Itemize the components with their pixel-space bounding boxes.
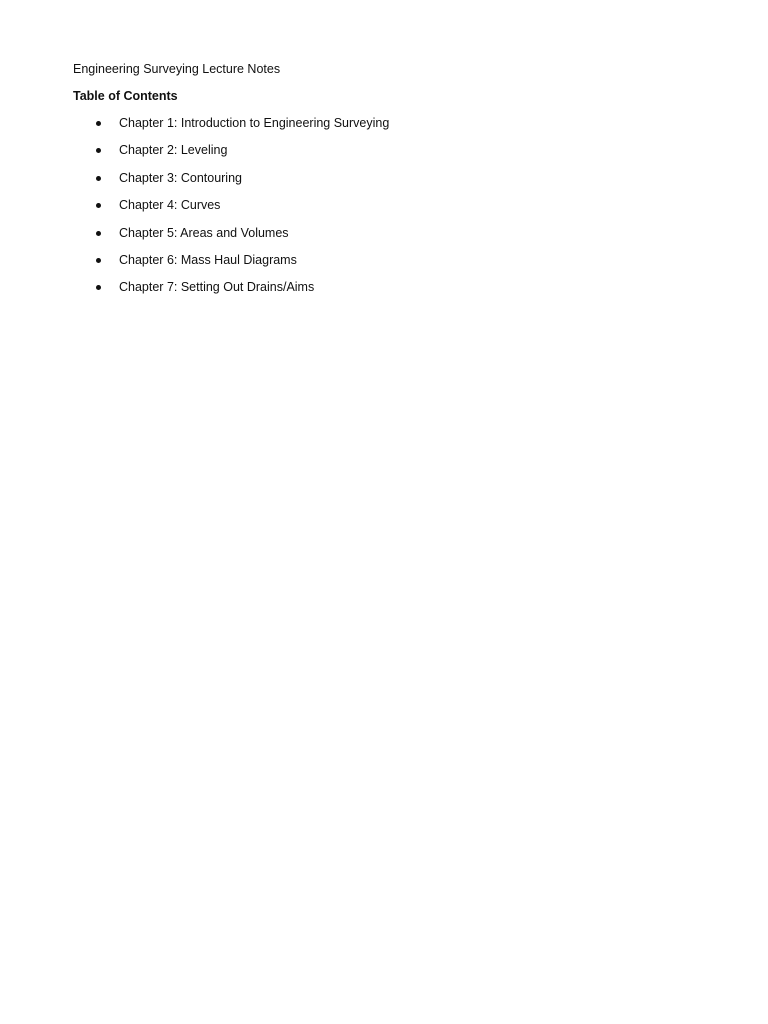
toc-item-chapter-3 <box>73 170 693 187</box>
bullet-icon <box>96 231 101 236</box>
bullet-icon <box>96 258 101 263</box>
toc-item-chapter-4 <box>73 197 693 214</box>
toc-item-chapter-7 <box>73 279 693 296</box>
document-content <box>73 61 693 307</box>
toc-item-chapter-1 <box>73 115 693 132</box>
toc-item-label: Chapter 6: Mass Haul Diagrams <box>119 252 297 267</box>
bullet-icon <box>96 121 101 126</box>
toc-item-label: Chapter 3: Contouring <box>119 170 242 185</box>
toc-item-label: Chapter 1: Introduction to Engineering Surveying <box>119 116 390 130</box>
toc-item-chapter-6 <box>73 252 693 269</box>
bullet-icon <box>96 148 101 153</box>
toc-item-label: Chapter 5: Areas and Volumes <box>119 225 289 240</box>
toc-item-chapter-2 <box>73 142 693 159</box>
toc-item-label: Chapter 4: Curves <box>119 198 221 213</box>
bullet-icon <box>96 176 101 181</box>
table-of-contents-list <box>73 115 693 296</box>
bullet-icon <box>96 203 101 208</box>
toc-item-label: Chapter 7: Setting Out Drains/Aims <box>119 280 315 295</box>
table-of-contents-heading: Table of Contents <box>73 89 178 103</box>
toc-item-chapter-5 <box>73 225 693 242</box>
document-title: Engineering Surveying Lecture Notes <box>73 62 281 76</box>
toc-item-label: Chapter 2: Leveling <box>119 143 228 158</box>
bullet-icon <box>96 285 101 290</box>
